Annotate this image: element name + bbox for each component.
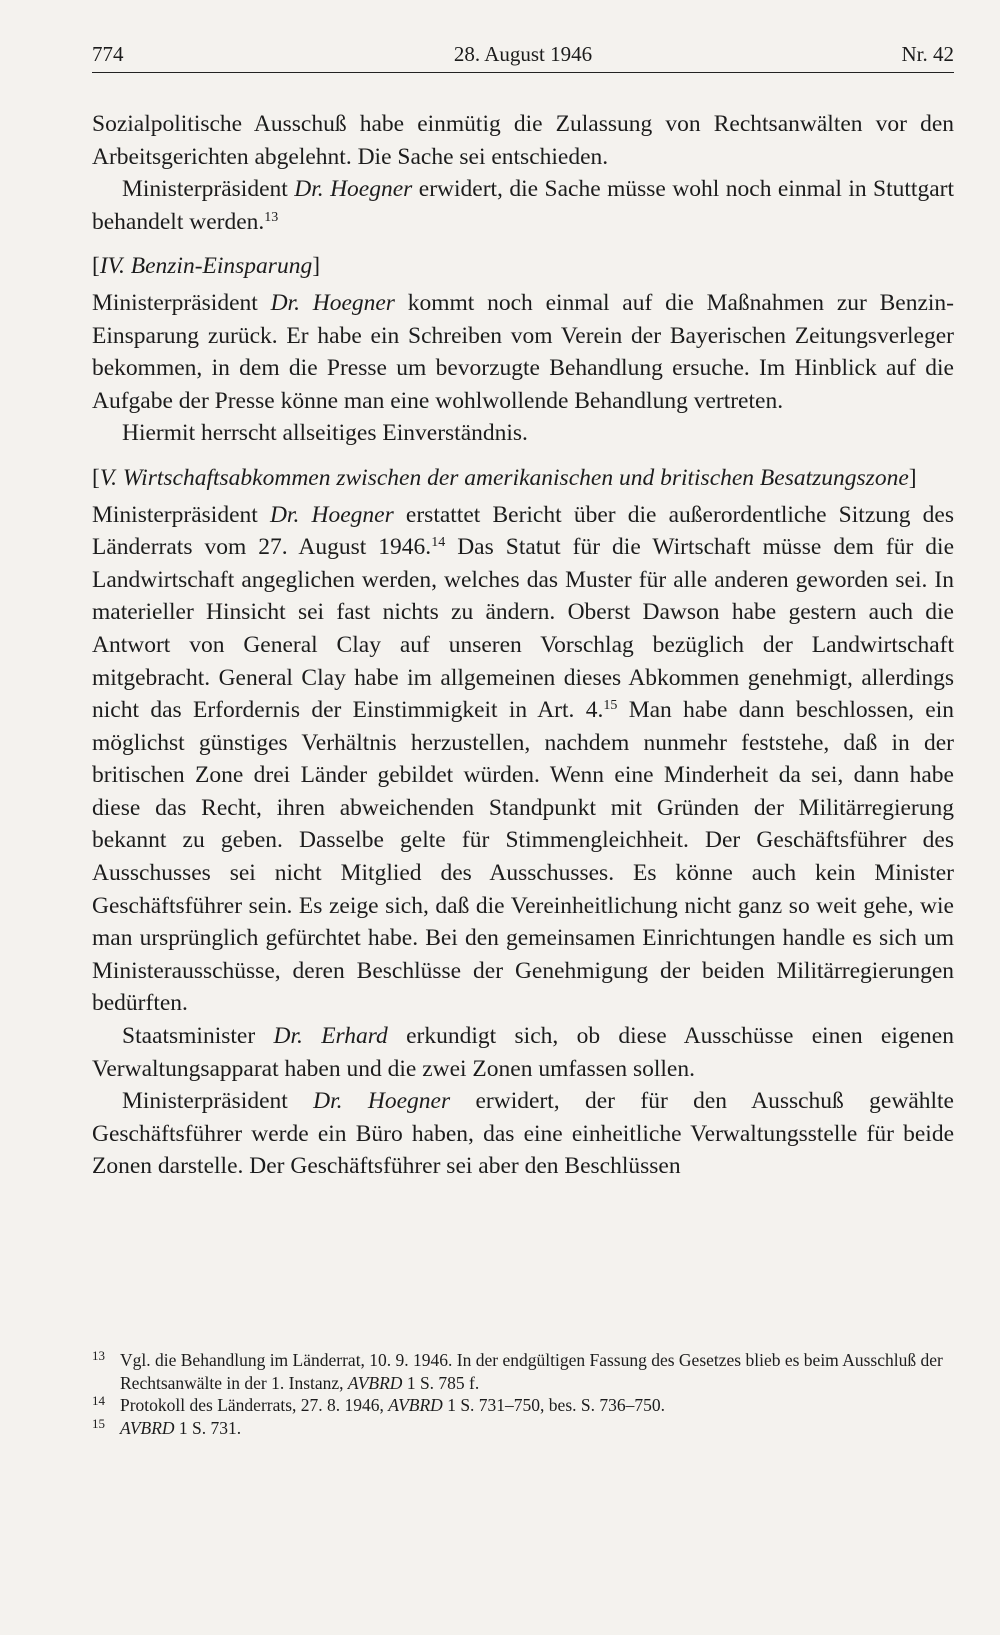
footnote-15: 15 AVBRD 1 S. 731.	[92, 1417, 954, 1440]
main-text	[92, 108, 954, 1183]
paragraph-7: Ministerpräsident Dr. Hoegner erwidert, der für den Ausschuß gewählte Geschäftsführer werde ein Büro haben, das eine einheitliche Verwaltungsstelle für beide Zonen darstelle. Der Geschäftsführer sei aber den Beschlüssen	[92, 1088, 954, 1180]
section-heading-iv: [IV. Benzin-Einsparung]	[92, 253, 321, 280]
paragraph-2: Ministerpräsident Dr. Hoegner erwidert, die Sache müsse wohl noch einmal in Stuttgart behandelt werden.$^{13}$	[92, 176, 954, 235]
footnote-14: 14 Protokoll des Länderrats, 27. 8. 1946, AVBRD 1 S. 731–750, bes. S. 736–750.	[92, 1394, 954, 1417]
paragraph-3: Ministerpräsident Dr. Hoegner kommt noch einmal auf die Maßnahmen zur Benzin-Einsparung zurück. Er habe ein Schreiben vom Verein der Bayerischen Zeitungsverleger bekommen, in dem die Presse um bevorzugte Behandlung ersuche. Im Hinblick auf die Aufgabe der Presse könne man eine wohlwollende Behandlung vertreten.	[92, 289, 954, 414]
page-number: 774	[92, 42, 124, 66]
header-date: 28. August 1946	[453, 42, 593, 66]
footnote-number: 13	[92, 1348, 105, 1363]
paragraph-1: Sozialpolitische Ausschuß habe einmütig die Zulassung von Rechtsanwälten vor den Arbeitsgerichten abgelehnt. Die Sache sei entschieden.	[92, 111, 954, 170]
speaker-name: Dr. Hoegner	[269, 501, 394, 528]
speaker-name: Dr. Hoegner	[313, 1088, 451, 1115]
paragraph-6: Staatsminister Dr. Erhard erkundigt sich, ob diese Ausschüsse einen eigenen Verwaltungsapparat haben und die zwei Zonen umfassen sollen.	[92, 1023, 954, 1082]
paragraph-4: Hiermit herrscht allseitiges Einverständnis.	[122, 420, 528, 447]
footnote-ref-13: 13	[264, 209, 279, 225]
footnotes	[92, 1349, 954, 1439]
footnote-ref-14: 14	[431, 535, 446, 551]
speaker-name: Dr. Hoegner	[294, 176, 413, 203]
footnote-number: 15	[92, 1415, 105, 1431]
header-issue-number: Nr. 42	[901, 42, 954, 66]
speaker-name: Dr. Erhard	[273, 1023, 388, 1050]
section-heading-v: [V. Wirtschaftsabkommen zwischen der amerikanischen und britischen Besatzungszone]	[92, 464, 917, 491]
page-header	[92, 42, 954, 73]
speaker-name: Dr. Hoegner	[270, 289, 395, 316]
footnote-number: 14	[92, 1393, 105, 1408]
footnote-13: 13 Vgl. die Behandlung im Länderrat, 10. 9. 1946. In der endgültigen Fassung des Gesetzes blieb es beim Ausschluß der Rechtsanwälte in der 1. Instanz, AVBRD 1 S. 785 f.	[92, 1349, 954, 1394]
paragraph-5: Ministerpräsident Dr. Hoegner erstattet Bericht über die außerordentliche Sitzung des Länderrats vom 27. August 1946.14 Das Statut für die Wirtschaft müsse dem für die Landwirtschaft angeglichen werden, welches das Muster für alle anderen geworden sei. In materieller Hinsicht sei fast nichts zu ändern. Oberst Dawson habe gestern auch die Antwort von General Clay auf unseren Vorschlag bezüglich der Landwirtschaft mitgebracht. General Clay habe im allgemeinen dieses Abkommen genehmigt, allerdings nicht das Erfordernis der Einstimmigkeit in Art. 4.15 Man habe dann beschlossen, ein möglichst günstiges Verhältnis herzustellen, nachdem nunmehr feststehe, daß in der britischen Zone drei Länder gebildet würden. Wenn eine Minderheit da sei, dann habe diese das Recht, ihren abweichenden Standpunkt mit Gründen der Militärregierung bekannt zu geben. Dasselbe gelte für Stimmengleichheit. Der Geschäftsführer des Ausschusses sei nicht Mitglied des Ausschusses. Es könne auch kein Minister Geschäftsführer sein. Es zeige sich, daß die Vereinheitlichung nicht ganz so weit gehe, wie man ursprünglich gefürchtet habe. Bei den gemeinsamen Einrichtungen handle es sich um Ministerausschüsse, deren Beschlüsse der Genehmigung der beiden Militärregierungen bedürften.	[92, 501, 954, 1017]
footnote-ref-15: 15	[603, 698, 618, 714]
